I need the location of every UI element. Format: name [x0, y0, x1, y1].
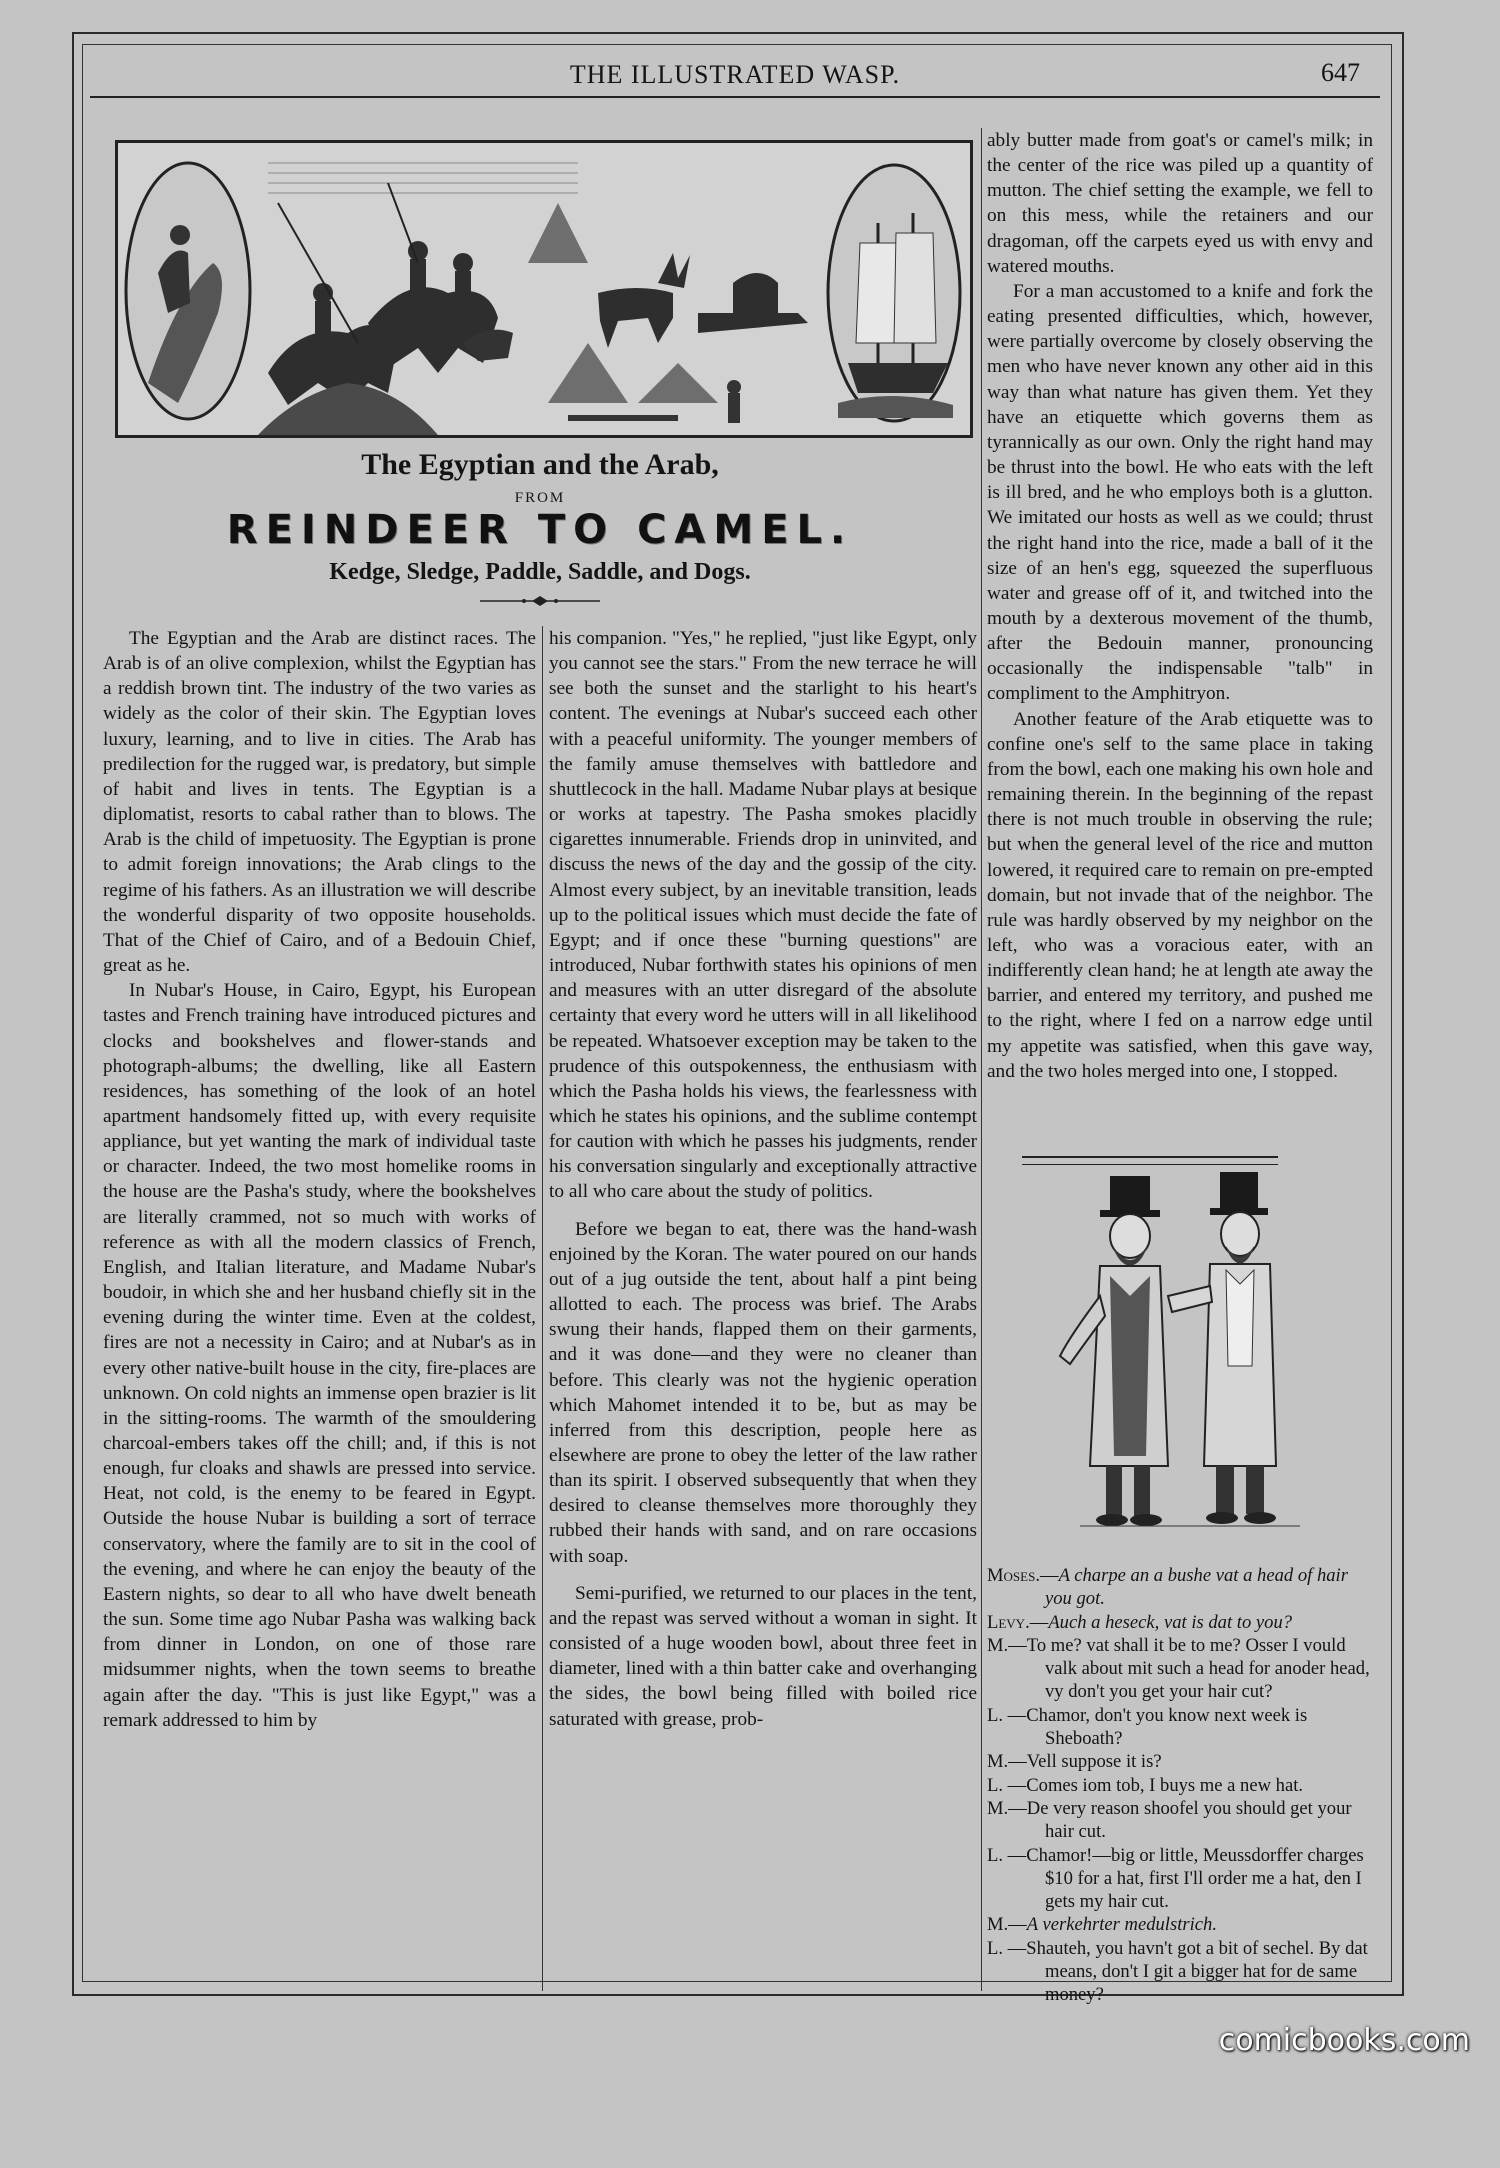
line-text: Shauteh, you havn't got a bit of sechel. By dat means, don't I git a bigger hat for de same money? — [1026, 1937, 1368, 2006]
article-title: The Egyptian and the Arab, — [361, 448, 719, 481]
dialogue-line — [987, 1774, 1377, 1797]
line-text: A charpe an a bushe vat a head of hair you got. — [1045, 1565, 1348, 1610]
dialogue-line — [987, 1937, 1377, 2007]
paragraph: Another feature of the Arab etiquette was to confine one's self to the same place in taking from the bowl, each one making his own hole and remaining therein. In the beginning of the repast there is not much trouble in observing the rule; but when the general level of the rice and mutton lowered, it required care to remain on pre-empted domain, but not invade that of the neighbor. The rule was hardly observed by my neighbor on the left, who was a voracious eater, with an indifferently clean hand; he at length ate away the barrier, and entered my territory, and pushed me to the right, where I fed on a narrow edge until my appetite was satisfied, when this gave way, and the two holes merged into one, I stopped. — [987, 708, 1373, 1082]
column-rule-1 — [542, 626, 543, 1991]
dialogue-line — [987, 1750, 1377, 1773]
publication-title: THE ILLUSTRATED WASP. — [569, 60, 901, 89]
paragraph: In Nubar's House, in Cairo, Egypt, his European tastes and French training have introduced pictures and clocks and bookshelves and flower-stands and photograph-albums; the dwelling, like all Eastern residences, has something of the look of an hotel apartment handsomely fitted up, with every requisite appliance, but yet wanting the mark of individual taste or character. Indeed, the two most homelike rooms in the house are the Pasha's study, where the bookshelves are literally crammed, not so much with works of reference as with all the modern classics of French, English, and Italian literature, and Madame Nubar's boudoir, in which she and her husband chiefly sit in the evening during the winter time. Even at the coldest, fires are not a necessity in Cairo; and at Nubar's as in every other native-built house in the city, fire-places are unknown. On cold nights an immense open brazier is lit in the sitting-rooms. The warmth of the smouldering charcoal-embers takes off the chill; and, if this is not enough, fur cloaks and shawls are pressed into service. Heat, not cold, is the enemy to be feared in Egypt. Outside the house Nubar is building a sort of terrace conservatory, where the family are to sit in the cool of the evening, and where he can enjoy the beauty of the Eastern nights, so dear to all who have dwelt beneath the sun. Some time ago Nubar Pasha was walking back from dinner in London, on one of those rare midsummer nights, when the town seems to breathe again after the day. "This is just like Egypt," was a remark addressed to him by — [103, 980, 536, 1731]
speaker: Levy.— — [987, 1611, 1049, 1633]
paragraph: his companion. "Yes," he replied, "just like Egypt, only you cannot see the stars." From the new terrace he will see both the sunset and the starlight to his heart's content. The evenings at Nubar's succeed each other with a peaceful uniformity. The younger members of the family amuse themselves with battledore and shuttlecock in the hall. Madame Nubar plays at besique or works at tapestry. The Pasha smokes placidly cigarettes innumerable. Friends drop in uninvited, and discuss the news of the day and the gossip of the city. Almost every subject, by an inevitable transition, leads up to the political issues which must decide the fate of Egypt; and if once these "burning questions" are introduced, Nubar forthwith states his opinions of men and measures with an utter disregard of the absolute certainty that every word he utters will in all likelihood be repeated. Whatsoever exception may be taken to the prudence of this outspokenness, the enthusiasm with which the Pasha holds his views, the fearlessness with which he states his opinions, and the sublime contempt for caution with which he passes his judgments, render his conversation singularly and exceptionally attractive to all who care about the study of politics. — [549, 628, 977, 1203]
line-text: Chamor, don't you know next week is Sheboath? — [1026, 1704, 1308, 1750]
line-text: De very reason shoofel you should get your hair cut. — [1026, 1797, 1352, 1843]
speaker: M.— — [987, 1751, 1027, 1773]
speaker: M.— — [987, 1914, 1027, 1936]
speaker: Moses.— — [987, 1565, 1059, 1586]
speaker: M.— — [987, 1797, 1027, 1819]
paragraph: For a man accustomed to a knife and fork the eating presented difficulties, which, however, were partially overcome by closely observing the men who have never known any other aid in this way than what nature has given them. Yet they have an etiquette which governs them as tyrannically as our own. Only the right hand may be thrust into the bowl. He who eats with the left is ill bred, and he who employs both is a glutton. We imitated our hosts as well as we could; thrust the right hand into the rice, made a ball of it the size of an hen's egg, squeezed the superfluous water and grease off of it, and twitched into the mouth by a dexterous movement of the thumb, after the Bedouin manner, pronouncing occasionally the indispensable "talb" in compliment to the Amphitryon. — [987, 280, 1373, 705]
line-text: To me? vat shall it be to me? Osser I vould valk about mit such a head for anoder head, vy don't you get your hair cut? — [1026, 1634, 1370, 1703]
two-men-in-top-hats-icon — [1050, 1166, 1330, 1532]
cartoon-dialogue — [987, 1564, 1377, 2007]
section-rule — [1022, 1156, 1278, 1165]
cartoon-illustration — [1050, 1166, 1330, 1532]
speaker: L. — — [987, 1937, 1027, 1959]
speaker: M.— — [987, 1634, 1027, 1656]
column-2 — [549, 626, 977, 1732]
speaker: L. — — [987, 1844, 1027, 1866]
paragraph: The Egyptian and the Arab are distinct races. The Arab is of an olive complexion, whilst the Egyptian has a reddish brown tint. The industry of the two varies as widely as the color of their skin. The Egyptian loves luxury, learning, and to live in cities. The Arab has predilection for the rugged war, is predatory, but simple of habit and lives in tents. The Egyptian is a diplomatist, resorts to cabal rather than to blows. The Arab is the child of impetuosity. The Egyptian is prone to admit foreign innovations; the Arab clings to the regime of his fathers. As an illustration we will describe the wonderful disparity of two opposite households. That of the Chief of Cairo, and of a Bedouin Chief, great as he. — [103, 628, 536, 977]
line-text: Chamor!—big or little, Meussdorffer charges $10 for a hat, first I'll order me a hat, den I gets my hair cut. — [1026, 1844, 1364, 1913]
article-from: FROM — [514, 490, 566, 506]
dialogue-line — [987, 1611, 1377, 1634]
speaker: L. — — [987, 1774, 1027, 1796]
article-subtitle: Kedge, Sledge, Paddle, Saddle, and Dogs. — [329, 559, 751, 585]
dialogue-line — [987, 1564, 1377, 1611]
line-text: Auch a heseck, vat is dat to you? — [1048, 1611, 1293, 1633]
line-text: A verkehrter medulstrich. — [1026, 1914, 1217, 1936]
dialogue-line — [987, 1797, 1377, 1844]
column-rule-2 — [981, 128, 982, 1991]
speaker: L. — — [987, 1704, 1027, 1726]
line-text: Vell suppose it is? — [1026, 1751, 1162, 1773]
article-headline: REINDEER TO CAMEL. — [226, 507, 854, 553]
dialogue-line — [987, 1844, 1377, 1914]
reindeer-to-camel-engraving-icon — [118, 143, 970, 435]
dialogue-line — [987, 1913, 1377, 1936]
watermark: comicbooks.com — [1218, 2023, 1470, 2058]
line-text: Comes iom tob, I buys me a new hat. — [1026, 1774, 1304, 1796]
banner-illustration — [115, 140, 973, 438]
paragraph: Semi-purified, we returned to our places in the tent, and the repast was served without a woman in sight. It consisted of a huge wooden bowl, about three feet in diameter, lined with a thin batter cake and overhanging the sides, the bowl being filled with boiled rice saturated with grease, prob- — [549, 1582, 977, 1730]
dialogue-line — [987, 1634, 1377, 1704]
dialogue-line — [987, 1704, 1377, 1751]
column-1 — [103, 626, 536, 1733]
running-head — [90, 56, 1380, 98]
page-number: 647 — [1321, 58, 1360, 87]
column-3 — [987, 128, 1373, 1084]
paragraph: Before we began to eat, there was the hand-wash enjoined by the Koran. The water poured on our hands out of a jug outside the tent, about half a pint being allotted to each. The process was brief. The Arabs swung their hands, flapped them on their garments, and it was done—and they were no cleaner than before. This clearly was not the hygienic operation which Mahomet intended it to be, but as may be inferred from this description, people here as elsewhere are prone to obey the letter of the law rather than its spirit. I observed subsequently that when they desired to cleanse themselves more thoroughly they rubbed their hands with sand, and on rare occasions with soap. — [549, 1218, 977, 1567]
ornament-divider-icon — [480, 596, 600, 606]
article-heading — [103, 448, 977, 611]
paragraph: ably butter made from goat's or camel's milk; in the center of the rice was piled up a quantity of mutton. The chief setting the example, we fell to on this mess, while the retainers and our dragoman, off the carpets eyed us with envy and watered mouths. — [987, 130, 1373, 277]
